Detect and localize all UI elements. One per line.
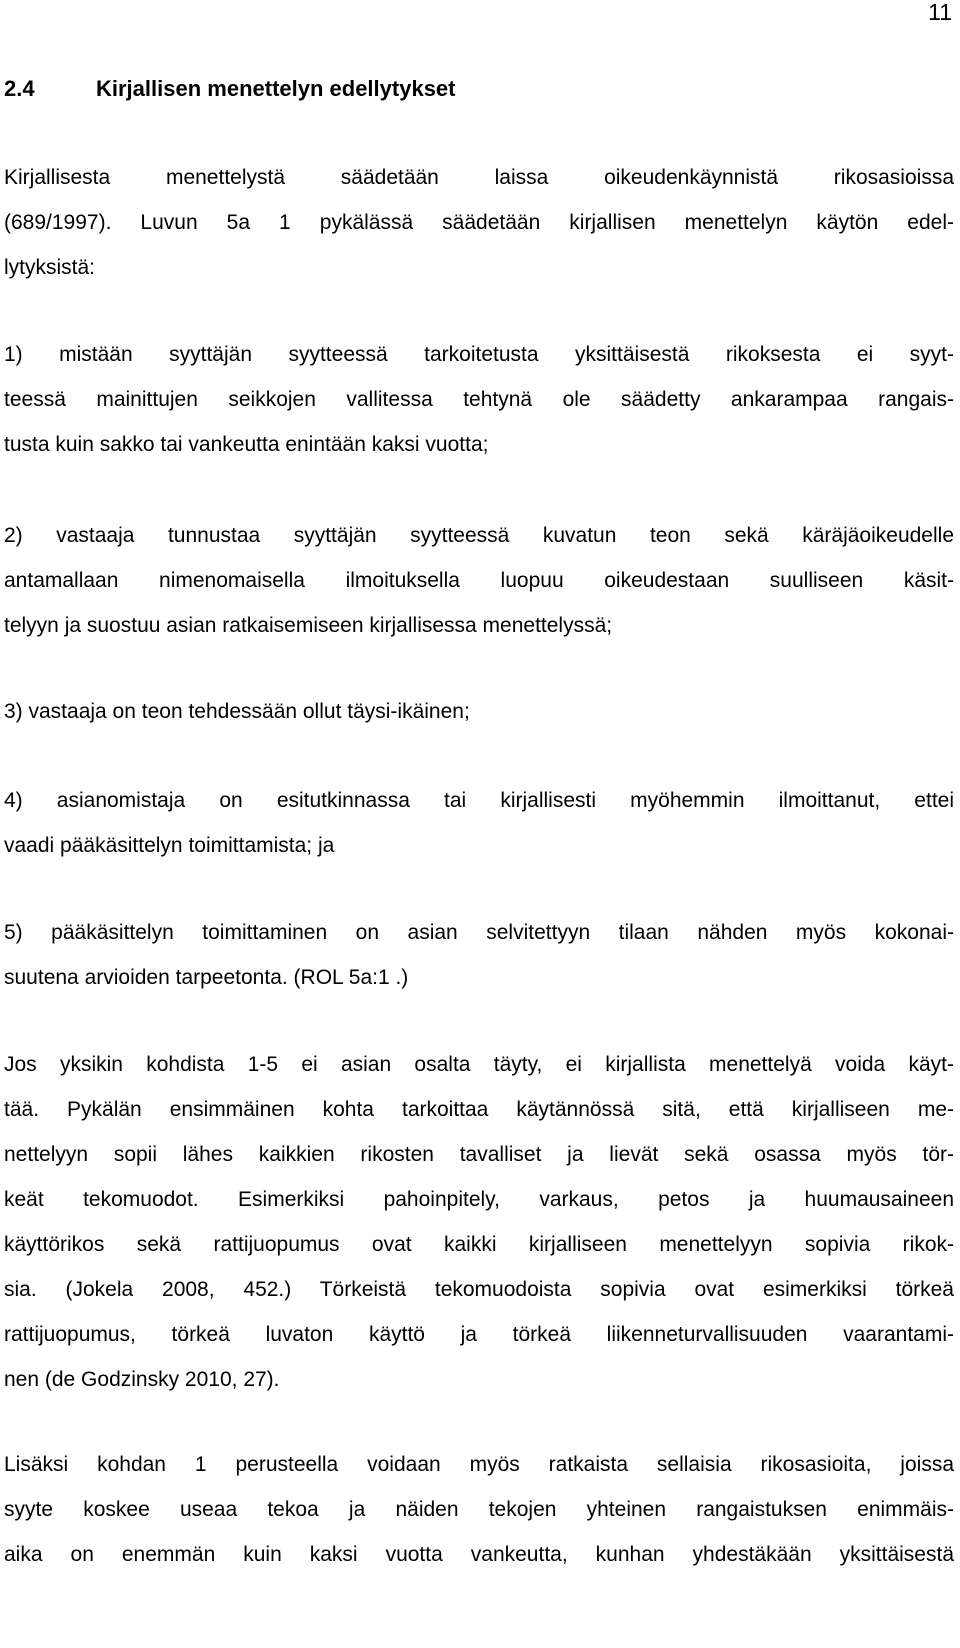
text-line: teessä mainittujen seikkojen vallitessa tehtynä ole säädetty ankarampaa rangais- (4, 388, 954, 411)
text-line: tusta kuin sakko tai vankeutta enintään kaksi vuotta; (4, 433, 489, 456)
text-line: 3) vastaaja on teon tehdessään ollut täysi-ikäinen; (4, 700, 470, 723)
list-item-1 (4, 332, 954, 467)
text-line: Kirjallisesta menettelystä säädetään laissa oikeudenkäynnistä rikosasioissa (4, 166, 954, 189)
text-line: antamallaan nimenomaisella ilmoituksella luopuu oikeudestaan suulliseen käsit- (4, 569, 954, 592)
section-number: 2.4 (4, 76, 35, 101)
section-title: Kirjallisen menettelyn edellytykset (96, 76, 456, 101)
text-line: tää. Pykälän ensimmäinen kohta tarkoittaa käytännössä sitä, että kirjalliseen me- (4, 1098, 954, 1121)
text-line: keät tekomuodot. Esimerkiksi pahoinpitely, varkaus, petos ja huumausaineen (4, 1188, 954, 1211)
text-line: rattijuopumus, törkeä luvaton käyttö ja törkeä liikenneturvallisuuden vaarantami- (4, 1323, 954, 1346)
text-line: käyttörikos sekä rattijuopumus ovat kaikki kirjalliseen menettelyyn sopivia rikok- (4, 1233, 954, 1256)
text-line: syyte koskee useaa tekoa ja näiden tekojen yhteinen rangaistuksen enimmäis- (4, 1498, 954, 1521)
list-item-5 (4, 910, 954, 1000)
text-line: lytyksistä: (4, 256, 96, 279)
text-line: telyyn ja suostuu asian ratkaisemiseen kirjallisessa menettelyssä; (4, 614, 613, 637)
text-line: aika on enemmän kuin kaksi vuotta vankeutta, kunhan yhdestäkään yksittäisestä (4, 1543, 954, 1566)
text-line: sia. (Jokela 2008, 452.) Törkeistä tekomuodoista sopivia ovat esimerkiksi törkeä (4, 1278, 954, 1301)
list-item-3 (4, 689, 954, 734)
text-line: 5) pääkäsittelyn toimittaminen on asian selvitettyyn tilaan nähden myös kokonai- (4, 921, 954, 944)
paragraph-additional (4, 1442, 954, 1577)
list-item-4 (4, 778, 954, 868)
text-line: 1) mistään syyttäjän syytteessä tarkoitetusta yksittäisestä rikoksesta ei syyt- (4, 343, 954, 366)
page-number: 11 (928, 0, 952, 25)
text-line: 4) asianomistaja on esitutkinnassa tai kirjallisesti myöhemmin ilmoittanut, ettei (4, 789, 954, 812)
text-line: (689/1997). Luvun 5a 1 pykälässä säädetään kirjallisen menettelyn käytön edel- (4, 211, 954, 234)
text-line: Jos yksikin kohdista 1-5 ei asian osalta täyty, ei kirjallista menettelyä voida käyt- (4, 1053, 954, 1076)
section-heading (4, 74, 456, 104)
text-line: nettelyyn sopii lähes kaikkien rikosten tavalliset ja lievät sekä osassa myös tör- (4, 1143, 954, 1166)
paragraph-discussion (4, 1042, 954, 1402)
list-item-2 (4, 513, 954, 648)
paragraph-intro (4, 155, 954, 290)
text-line: nen (de Godzinsky 2010, 27). (4, 1368, 280, 1391)
text-line: 2) vastaaja tunnustaa syyttäjän syytteessä kuvatun teon sekä käräjäoikeudelle (4, 524, 954, 547)
text-line: suutena arvioiden tarpeetonta. (ROL 5a:1 .) (4, 966, 409, 989)
text-line: vaadi pääkäsittelyn toimittamista; ja (4, 834, 335, 857)
text-line: Lisäksi kohdan 1 perusteella voidaan myös ratkaista sellaisia rikosasioita, joissa (4, 1453, 954, 1476)
